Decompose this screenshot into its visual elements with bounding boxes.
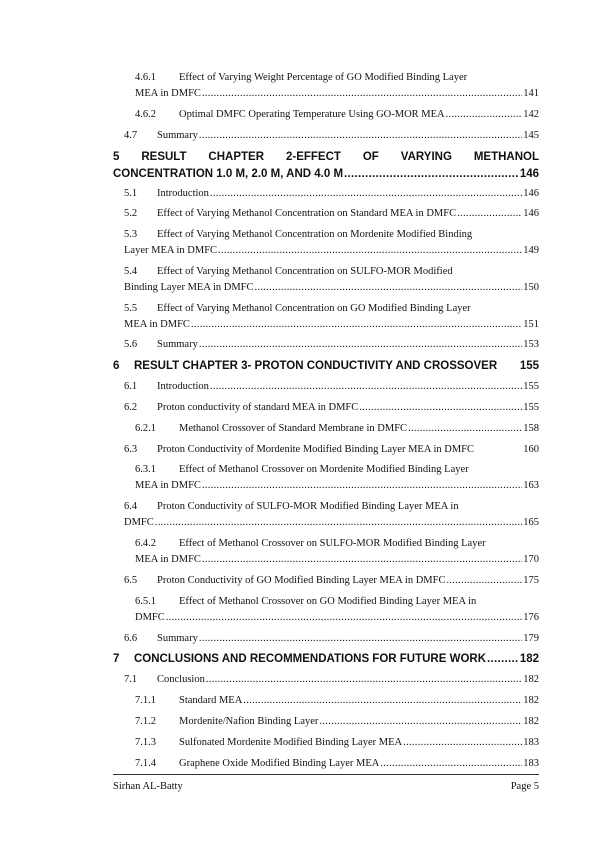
dot-leader (206, 672, 522, 688)
toc-entry-number: 7.1.3 (135, 737, 156, 748)
toc-entry-number: 6.3 (124, 444, 138, 455)
toc-entry-number: 5.5 (124, 303, 138, 314)
toc-page-number: 145 (523, 130, 539, 141)
toc-entry-number: 5.4 (124, 266, 138, 277)
toc-page-number: 183 (523, 758, 539, 769)
dot-leader (457, 206, 522, 222)
toc-page-number: 155 (523, 402, 539, 413)
toc-entry-title: Effect of Methanol Crossover on Mordenite Modified Binding Layer (179, 464, 469, 475)
dot-leader (344, 166, 519, 183)
toc-page-number: 155 (519, 360, 539, 372)
toc-entry-number: 5.6 (124, 339, 138, 350)
toc-entry-number: 4.6.2 (135, 109, 156, 120)
dot-leader (202, 86, 522, 102)
toc-entry-title: Summary (157, 633, 198, 644)
toc-entry-title: Methanol Crossover of Standard Membrane in DMFC (179, 423, 408, 434)
toc-entry-title: Binding Layer MEA in DMFC (124, 282, 254, 293)
toc-entry-title: Introduction (157, 188, 209, 199)
toc-entry-number: 6.5.1 (135, 596, 156, 607)
toc-entry-title: Graphene Oxide Modified Binding Layer MEA (179, 758, 380, 769)
toc-entry-title: Layer MEA in DMFC (124, 245, 218, 256)
toc-entry-number: 6 (113, 360, 120, 372)
toc-entry-title: Proton Conductivity of GO Modified Binding Layer MEA in DMFC (157, 575, 446, 586)
toc-page-number: 150 (523, 282, 539, 293)
toc-entry-title: Effect of Varying Methanol Concentration on Mordenite Modified Binding (157, 229, 473, 240)
toc-entry-title: Effect of Varying Methanol Concentration on Standard MEA in DMFC (157, 208, 457, 219)
toc-entry-title: Effect of Methanol Crossover on SULFO-MOR Modified Binding Layer (179, 538, 486, 549)
toc-entry-title: Proton Conductivity of SULFO-MOR Modified Binding Layer MEA in (157, 501, 459, 512)
dot-leader (446, 573, 522, 589)
toc-entry-number: 6.6 (124, 633, 138, 644)
toc-page-number: 182 (523, 695, 539, 706)
dot-leader (202, 552, 522, 568)
toc-entry-number: 6.4 (124, 501, 138, 512)
toc-entry-title: Summary (157, 339, 198, 350)
toc-page-number: 146 (519, 168, 539, 180)
toc-entry-title: Effect of Varying Weight Percentage of GO Modified Binding Layer (179, 72, 468, 83)
toc-entry-number: 6.1 (124, 381, 138, 392)
toc-entry-title: MEA in DMFC (135, 554, 201, 565)
toc-entry-number: 7.1.2 (135, 716, 156, 727)
toc-page-number: 170 (523, 554, 539, 565)
dot-leader (487, 651, 519, 668)
toc-page-number: 183 (523, 737, 539, 748)
toc-entry-title: MEA in DMFC (135, 88, 201, 99)
toc-entry-number: 5.1 (124, 188, 138, 199)
toc-entry-number: 6.2.1 (135, 423, 156, 434)
toc-page-number: 176 (523, 612, 539, 623)
dot-leader (199, 631, 522, 647)
toc-entry-title: DMFC (124, 517, 154, 528)
toc-entry-number: 5.3 (124, 229, 138, 240)
toc-entry-number: 6.2 (124, 402, 138, 413)
toc-entry-number: 4.7 (124, 130, 138, 141)
toc-entry-number: 6.3.1 (135, 464, 156, 475)
toc-page-number: 182 (523, 716, 539, 727)
dot-leader (446, 107, 523, 123)
toc-entry-title: Summary (157, 130, 198, 141)
toc-entry-number: 7.1 (124, 674, 138, 685)
toc-entry-number: 7.1.4 (135, 758, 156, 769)
toc-page-number: 146 (523, 188, 539, 199)
toc-page-number: 146 (523, 208, 539, 219)
dot-leader (403, 735, 522, 751)
dot-leader (202, 478, 522, 494)
toc-entry-title: Proton conductivity of standard MEA in DMFC (157, 402, 359, 413)
toc-page-number: 175 (523, 575, 539, 586)
dot-leader (199, 337, 522, 353)
toc-page-number: 153 (523, 339, 539, 350)
footer-page-number: Page 5 (510, 781, 539, 792)
toc-entry-title: 5 RESULT CHAPTER 2-EFFECT OF VARYING METHANOL (113, 151, 539, 163)
dot-leader (243, 693, 522, 709)
toc-entry-title: DMFC (135, 612, 165, 623)
toc-entry-number: 6.4.2 (135, 538, 156, 549)
toc-entry-number: 6.5 (124, 575, 138, 586)
toc-entry-number: 4.6.1 (135, 72, 156, 83)
toc-page-number: 149 (523, 245, 539, 256)
toc-page-number: 163 (523, 480, 539, 491)
toc-page-number: 160 (523, 444, 539, 455)
toc-entry-title: RESULT CHAPTER 3- PROTON CONDUCTIVITY AND CROSSOVER (134, 360, 498, 372)
toc-entry-number: 7.1.1 (135, 695, 156, 706)
toc-entry-title: Introduction (157, 381, 209, 392)
toc-entry-title: CONCENTRATION 1.0 M, 2.0 M, AND 4.0 M (113, 168, 344, 180)
toc-page-number: 141 (523, 88, 539, 99)
toc-entry-title: Effect of Varying Methanol Concentration on GO Modified Binding Layer (157, 303, 471, 314)
dot-leader (255, 280, 523, 296)
toc-entry-title: Sulfonated Mordenite Modified Binding Layer MEA (179, 737, 403, 748)
dot-leader (380, 756, 522, 772)
dot-leader (210, 186, 522, 202)
dot-leader (155, 515, 522, 531)
dot-leader (199, 128, 522, 144)
toc-entry-title: CONCLUSIONS AND RECOMMENDATIONS FOR FUTURE WORK (134, 653, 487, 665)
footer-rule (113, 774, 539, 775)
toc-entry-title: Conclusion (157, 674, 205, 685)
footer-author: Sirhan AL-Batty (113, 781, 183, 792)
toc-entry-title: Proton Conductivity of Mordenite Modified Binding Layer MEA in DMFC (157, 444, 475, 455)
dot-leader (408, 421, 522, 437)
toc-entry-title: Optimal DMFC Operating Temperature Using GO-MOR MEA (179, 109, 445, 120)
toc-page-number: 155 (523, 381, 539, 392)
toc-page-number: 158 (523, 423, 539, 434)
toc-entry-title: MEA in DMFC (124, 319, 190, 330)
toc-page-number: 151 (523, 319, 539, 330)
dot-leader (218, 243, 522, 259)
toc-entry-title: Effect of Varying Methanol Concentration on SULFO-MOR Modified (157, 266, 453, 277)
toc-entry-title: Effect of Methanol Crossover on GO Modified Binding Layer MEA in (179, 596, 477, 607)
toc-page-number: 165 (523, 517, 539, 528)
toc-entry-number: 5.2 (124, 208, 138, 219)
dot-leader (359, 400, 522, 416)
dot-leader (191, 317, 522, 333)
dot-leader (319, 714, 522, 730)
toc-page-number: 179 (523, 633, 539, 644)
toc-page-number: 142 (523, 109, 539, 120)
dot-leader (166, 610, 522, 626)
toc-page-number: 182 (523, 674, 539, 685)
toc-entry-number: 7 (113, 653, 120, 665)
dot-leader (210, 379, 522, 395)
toc-page-number: 182 (519, 653, 539, 665)
toc-entry-title: Mordenite/Nafion Binding Layer (179, 716, 319, 727)
toc-entry-title: Standard MEA (179, 695, 243, 706)
toc-entry-title: MEA in DMFC (135, 480, 201, 491)
